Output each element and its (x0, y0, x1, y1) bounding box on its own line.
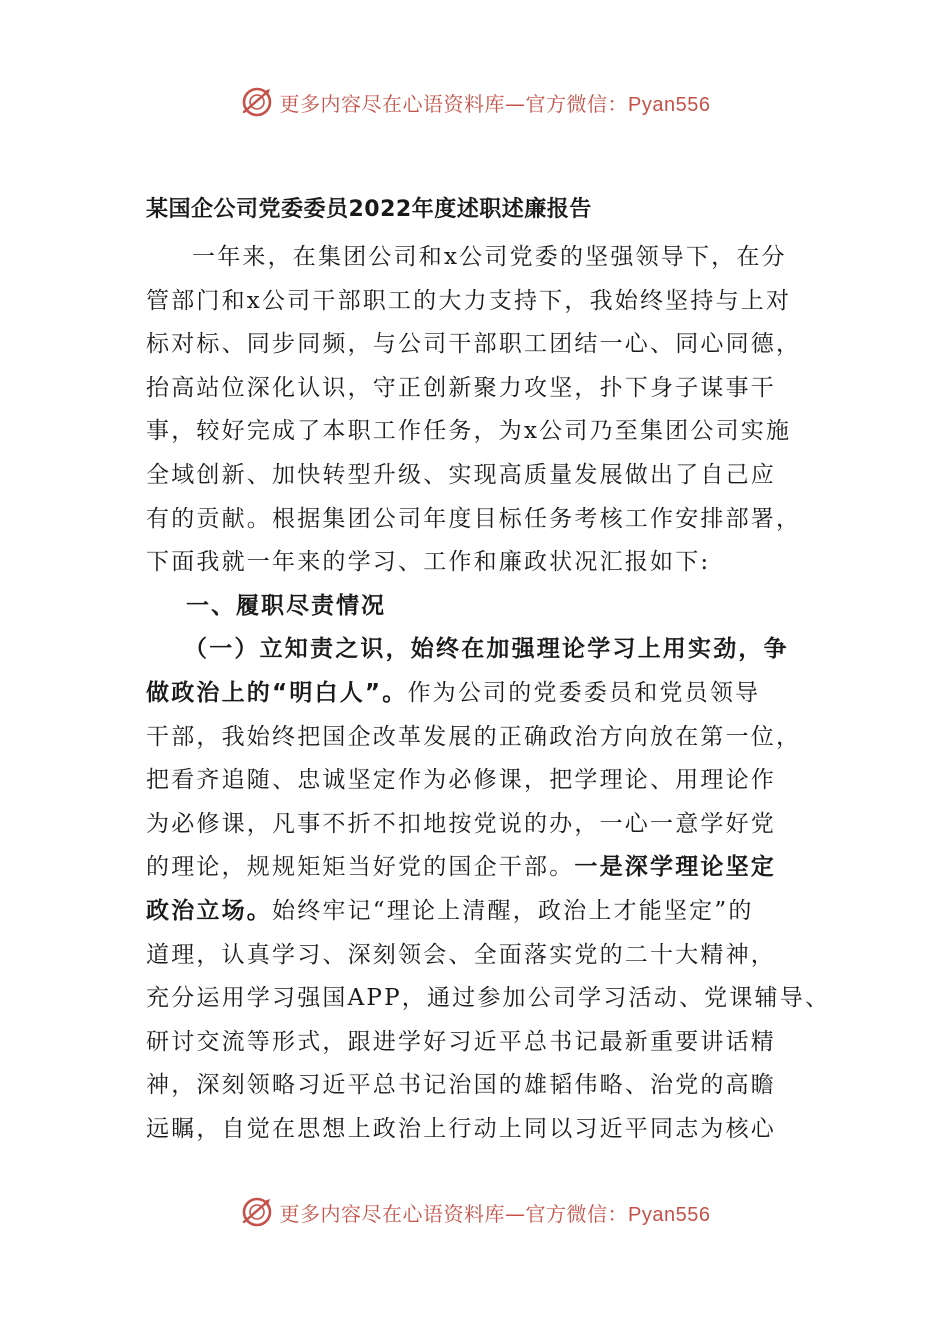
watermark-text (280, 1198, 711, 1227)
watermark-wechat-id: Pyan556 (628, 1203, 711, 1226)
intro-line: 全域创新、加快转型升级、实现高质量发展做出了自己应 (146, 461, 776, 488)
paragraph-line: 道理，认真学习、深刻领会、全面落实党的二十大精神， (146, 941, 776, 968)
paragraph-line (146, 846, 816, 890)
intro-paragraph (146, 236, 816, 585)
paragraph-line: 神，深刻领略习近平总书记治国的雄韬伟略、治党的高瞻 (146, 1072, 776, 1099)
intro-line: 抬高站位深化认识，守正创新聚力攻坚，扑下身子谋事干 (146, 374, 776, 401)
document-title: 某国企公司党委委员2022年度述职述廉报告 (146, 197, 592, 222)
watermark-banner-bottom (0, 1192, 950, 1232)
section-heading-1: 一、履职尽责情况 (186, 592, 386, 619)
subsection-1-heading: （一）立知责之识，始终在加强理论学习上用实劲，争 (184, 636, 789, 663)
paragraph-line: 干部，我始终把国企改革发展的正确政治方向放在第一位， (146, 723, 802, 750)
intro-line: 一年来，在集团公司和x公司党委的坚强领导下，在分 (192, 244, 787, 270)
watermark-text-cn: 更多内容尽在心语资料库—官方微信： (279, 1201, 629, 1226)
paragraph-text: 作为公司的党委委员和党员领导 (407, 679, 761, 706)
intro-line: 下面我就一年来的学习、工作和廉政状况汇报如下: (146, 549, 711, 576)
paragraph-line (146, 890, 816, 934)
paragraph-text: 始终牢记“理论上清醒，政治上才能坚定”的 (272, 897, 754, 924)
intro-line: 有的贡献。根据集团公司年度目标任务考核工作安排部署， (146, 505, 802, 532)
document-body (146, 192, 831, 1151)
subsection-1-heading-end: 做政治上的“明白人”。 (146, 679, 408, 706)
watermark-content (240, 85, 711, 119)
paragraph-line: 研讨交流等形式，跟进学好习近平总书记最新重要讲话精 (146, 1028, 776, 1055)
watermark-wechat-id: Pyan556 (628, 93, 711, 116)
watermark-content (240, 1195, 711, 1229)
point-1-heading-end: 政治立场。 (146, 897, 272, 924)
intro-line: 管部门和x公司干部职工的大力支持下，我始终坚持与上对 (146, 287, 792, 314)
brand-logo-icon (240, 1195, 274, 1229)
watermark-banner-top (0, 82, 950, 122)
watermark-text (280, 88, 711, 117)
paragraph-line: 为必修课，凡事不折不扣地按党说的办，一心一意学好党 (146, 810, 776, 837)
paragraph-line: 充分运用学习强国APP，通过参加公司学习活动、党课辅导、 (146, 985, 831, 1012)
point-1-heading: 一是深学理论坚定 (574, 854, 777, 881)
intro-line: 事，较好完成了本职工作任务，为x公司乃至集团公司实施 (146, 418, 792, 445)
watermark-text-cn: 更多内容尽在心语资料库—官方微信： (279, 91, 629, 116)
brand-logo-icon (240, 85, 274, 119)
paragraph-text: 的理论，规规矩矩当好党的国企干部。 (146, 854, 575, 881)
paragraph-line: 远瞩，自觉在思想上政治上行动上同以习近平同志为核心 (146, 1115, 776, 1142)
subsection-1-paragraph (146, 628, 831, 1151)
intro-line: 标对标、同步同频，与公司干部职工团结一心、同心同德， (146, 331, 802, 358)
paragraph-line (146, 672, 816, 716)
paragraph-line: 把看齐追随、忠诚坚定作为必修课，把学理论、用理论作 (146, 767, 776, 794)
